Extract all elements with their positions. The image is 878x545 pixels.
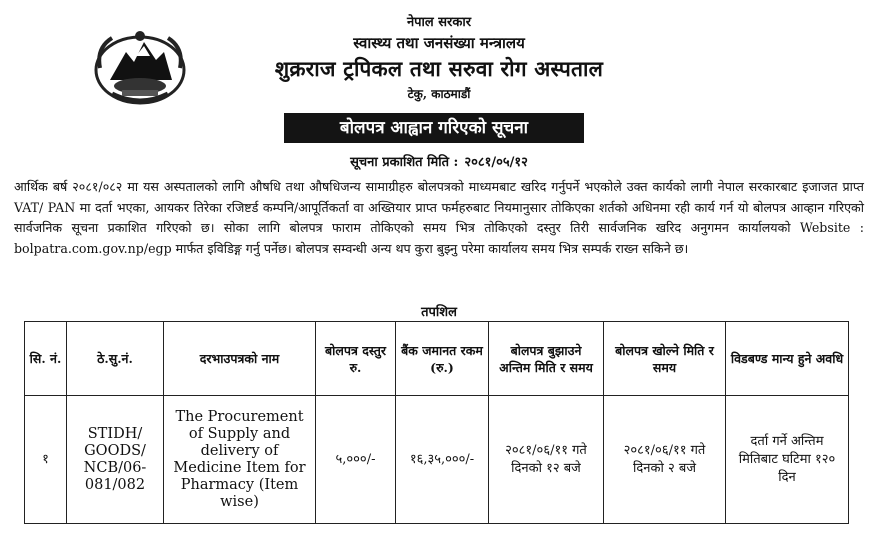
bid-details-table [24,321,849,524]
col-header-reference: ठे.सु.नं. [67,322,164,396]
hospital-address: टेकु, काठमाडौं [407,87,471,101]
cell-reference: STIDH/ GOODS/ NCB/06- 081/082 [67,396,164,524]
ministry-name: स्वास्थ्य तथा जनसंख्या मन्त्रालय [353,34,525,52]
hospital-name: शुक्रराज ट्रपिकल तथा सरुवा रोग अस्पताल [274,56,604,81]
details-heading: तपशिल [421,305,457,320]
publication-date-label: सूचना प्रकाशित मिति : [350,155,459,170]
government-name: नेपाल सरकार [406,15,472,30]
col-header-serial: सि. नं. [25,322,67,396]
col-header-name: दरभाउपत्रको नाम [164,322,316,396]
cell-opening: २०८१/०६/११ गते दिनको २ बजे [604,396,726,524]
table-row [25,396,849,524]
col-header-submission: बोलपत्र बुझाउने अन्तिम मिति र समय [489,322,604,396]
cell-guarantee: १६,३५,०००/- [396,396,489,524]
cell-fee: ५,०००/- [316,396,396,524]
col-header-opening: बोलपत्र खोल्ने मिति र समय [604,322,726,396]
col-header-fee: बोलपत्र दस्तुर रु. [316,322,396,396]
cell-name: The Procurement of Supply and delivery of Medicine Item for Pharmacy (Item wise) [164,396,316,524]
cell-submission: २०८१/०६/११ गते दिनको १२ बजे [489,396,604,524]
notice-body: आर्थिक बर्ष २०८१/०८२ मा यस अस्पतालको लागि औषधि तथा औषधिजन्य सामाग्रीहरु बोलपत्रको माध्यमबाट खरिद गर्नुपर्ने भएकोले उक्त कार्यको लागी नेपाल सरकारबाट इजाजत प्राप्त VAT/ PAN मा दर्ता भएका, आयकर तिरेका रजिष्टर्ड कम्पनि/आपूर्तिकर्ता वा अख्तियार प्राप्त फर्महरुबाट नियमानुसार तोकिएका शर्तको अधिनमा रही कार्य गर्न यो बोलपत्र आव्हान गरिएको सार्वजनिक सूचना प्रकाशित गरिएको छ। सोका लागि बोलपत्र फाराम तोकिएको समय भित्र तोकिएको दस्तुर तिरी सार्वजनिक खरिद अनुगमन कार्यालयको Website : bolpatra.com.gov.np/egp मार्फत इविडिङ्ग गर्नु पर्नेछ। बोलपत्र सम्वन्धी अन्य थप कुरा बुझ्नु परेमा कार्यालय समय भित्र सम्पर्क राख्न सकिने छ। [14,179,864,256]
col-header-validity: विडबण्ड मान्य हुने अवधि [726,322,849,396]
col-header-guarantee: बैंक जमानत रकम (रु.) [396,322,489,396]
cell-serial: १ [25,396,67,524]
publication-date [0,152,878,170]
notice-title-banner: बोलपत्र आह्वान गरिएको सूचना [284,113,584,143]
table-header-row [25,322,849,396]
cell-validity: दर्ता गर्ने अन्तिम मितिबाट घटिमा १२० दिन [726,396,849,524]
publication-date-value: २०८१/०५/१२ [464,155,528,170]
